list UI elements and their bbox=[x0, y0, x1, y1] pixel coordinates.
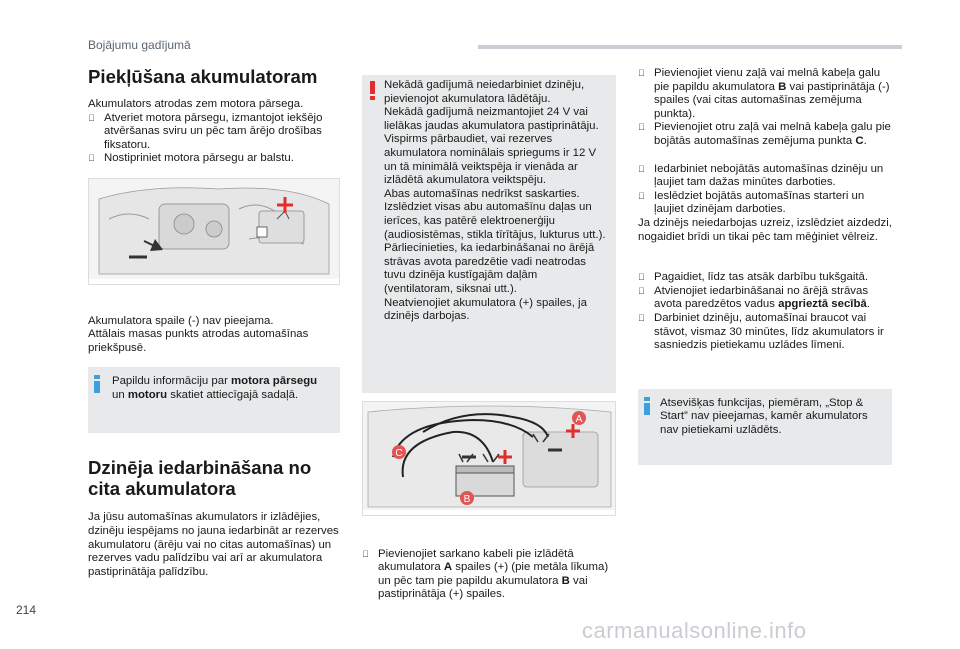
warning-line: Pārliecinieties, ka iedarbināšanai no ārējā strāvas avota paredzētie vadi neatrodas tuvu dzinēja kustīgajām daļām (ventilatoram, siksnai utt.). bbox=[384, 242, 595, 295]
jump-start-intro: Ja jūsu automašīnas akumulators ir izlādējies, dzinēju iespējams no jauna iedarbināt ar rezerves akumulatoru (ārēju vai no citas automašīnas) un rezerves vadu palīdzību vai arī ar akumulatora pastiprinātāja palīdzību. bbox=[88, 511, 339, 578]
warning-box bbox=[362, 75, 616, 393]
jump-cables-illustration bbox=[363, 402, 615, 510]
step-disconnect: Atvienojiet iedarbināšanai no ārējā strāvas avota paredzētos vadus apgrieztā secībā. bbox=[654, 284, 870, 311]
label-c: C bbox=[395, 448, 403, 459]
info-box-bonnet: Papildu informāciju par motora pārsegu un motoru skatiet attiecīgajā sadaļā. bbox=[88, 367, 340, 433]
step-wait-idle: Pagaidiet, līdz tas atsāk darbību tukšgaitā. bbox=[654, 271, 869, 284]
jump-start-figure bbox=[362, 401, 616, 516]
terminal-note: Akumulatora spaile (-) nav pieejama. bbox=[88, 314, 274, 327]
page-number: 214 bbox=[16, 603, 37, 617]
warning-line: Neatvienojiet akumulatora (+) spailes, ja dzinējs darbojas. bbox=[384, 296, 587, 323]
warning-line: Abas automašīnas nedrīkst saskarties. bbox=[384, 187, 580, 200]
step-prop-bonnet: Nostipriniet motora pārsegu ar balstu. bbox=[104, 152, 294, 165]
warning-line: Nekādā gadījumā neiedarbiniet dzinēju, pievienojot akumulatora lādētāju. bbox=[384, 79, 585, 105]
step-start-good-car: Iedarbiniet nebojātās automašīnas dzinēju un ļaujiet tam dažas minūtes darboties. bbox=[654, 162, 884, 189]
watermark: carmanualsonline.info bbox=[582, 618, 807, 643]
ground-point-note: Attālais masas punkts atrodas automašīnas priekšpusē. bbox=[88, 328, 309, 354]
warning-icon bbox=[370, 81, 375, 101]
header-divider bbox=[478, 45, 902, 49]
heading-battery-access: Piekļūšana akumulatoram bbox=[88, 66, 318, 87]
step-connect-black-cable: Pievienojiet vienu zaļā vai melnā kabeļa galu pie papildu akumulatora B vai pastiprinātāja (-) spailes (vai citas automašīnas zemējuma punkta). bbox=[654, 67, 890, 120]
label-b: B bbox=[463, 494, 471, 505]
step-start-faulty-car: Ieslēdziet bojātās automašīnas starteri un ļaujiet dzinējam darboties. bbox=[654, 189, 865, 216]
step-open-bonnet: Atveriet motora pārsegu, izmantojot iekšējo atvēršanas sviru un pēc tam ārējo drošības fiksatoru. bbox=[104, 111, 323, 151]
step-charge: Darbiniet dzinēju, automašīnai braucot vai stāvot, vismaz 30 minūtes, līdz akumulators ir sasniedzis pietiekamu uzlādes līmeni. bbox=[654, 311, 884, 352]
column-middle bbox=[362, 75, 616, 602]
warning-line: Izslēdziet visas abu automašīnu daļas un ierīces, kas patērē elektroenerģiju (audiosistēmas, stikla tīrītājus, lukturus utt.). bbox=[384, 201, 606, 241]
warning-line: Nekādā gadījumā neizmantojiet 24 V vai lielākas jaudas akumulatora pastiprinātāju. bbox=[384, 106, 599, 132]
retry-note: Ja dzinējs neiedarbojas uzreiz, izslēdziet aizdedzi, nogaidiet brīdi un tikai pēc tam mēģiniet vēlreiz. bbox=[638, 216, 892, 243]
column-left bbox=[88, 66, 340, 579]
label-a: A bbox=[575, 414, 583, 425]
intro-text: Akumulators atrodas zem motora pārsega. bbox=[88, 98, 304, 110]
step-connect-red-cable: Pievienojiet sarkano kabeli pie izlādētā akumulatora A spailes (+) (pie metāla līkuma) un pēc tam pie papildu akumulatora B vai pastiprinātāja (+) spailes. bbox=[378, 547, 609, 601]
section-title: Bojājumu gadījumā bbox=[88, 38, 191, 52]
info-box-stop-start: Atsevišķas funkcijas, piemēram, „Stop & Start” nav pieejamas, kamēr akumulators nav pietiekami uzlādēts. bbox=[638, 389, 892, 465]
info-icon bbox=[94, 375, 100, 393]
column-right bbox=[638, 67, 892, 465]
step-connect-ground: Pievienojiet otru zaļā vai melnā kabeļa galu pie bojātās automašīnas zemējuma punkta C. bbox=[654, 121, 891, 147]
engine-bay-illustration bbox=[89, 179, 339, 279]
engine-bay-figure bbox=[88, 178, 340, 285]
warning-line: Vispirms pārbaudiet, vai rezerves akumulatora nominālais spriegums ir 12 V un tā minimālā veiktspēja ir vienāda ar izlādētā akumulatora veiktspēju. bbox=[384, 133, 597, 187]
info-icon bbox=[644, 397, 650, 415]
heading-jump-start: Dzinēja iedarbināšana no cita akumulatora bbox=[88, 457, 312, 500]
